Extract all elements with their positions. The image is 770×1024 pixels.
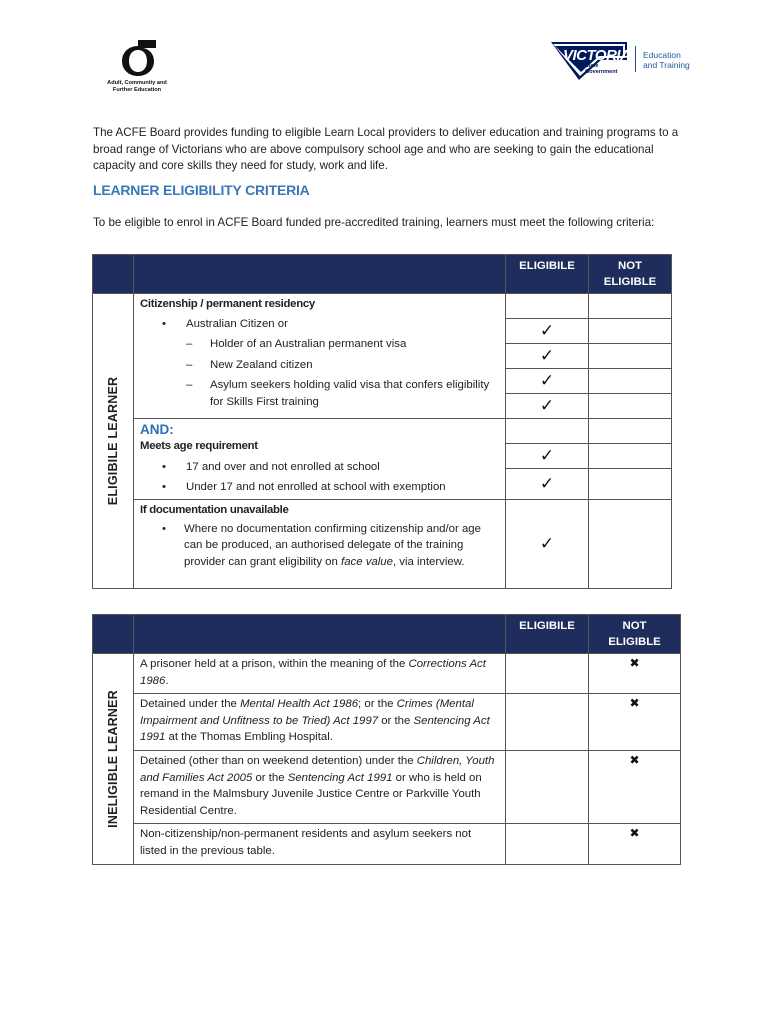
header-not-eligible bbox=[589, 615, 681, 654]
row-text: ; or the bbox=[358, 698, 397, 710]
intro-paragraph: The ACFE Board provides funding to eligible Learn Local providers to deliver education and training programs to a broad range of Victorians who are above compulsory school age and who are seeking to gain the educational capacity and core skills they need for study, work and life. bbox=[93, 126, 679, 172]
and-label: AND: bbox=[140, 422, 174, 437]
check-icon: ✓ bbox=[506, 344, 589, 369]
acfe-logo bbox=[96, 36, 178, 96]
victoria-wordmark: VICTORIA bbox=[563, 47, 631, 64]
table-row bbox=[93, 824, 681, 865]
list-item-text: , via interview. bbox=[392, 555, 465, 568]
ineligible-learner-table bbox=[92, 614, 681, 865]
victoria-government-logo bbox=[549, 38, 699, 82]
side-label: ELIGIBILE LEARNER bbox=[106, 376, 120, 506]
cross-icon: ✖ bbox=[589, 824, 681, 865]
list-item: • Under 17 and not enrolled at school with exemption bbox=[140, 479, 499, 496]
ineligible-criterion-cell bbox=[134, 824, 506, 865]
header-eligible bbox=[506, 255, 589, 294]
check-icon: ✓ bbox=[506, 444, 589, 469]
age-title: Meets age requirement bbox=[140, 440, 258, 452]
table-row bbox=[93, 751, 681, 824]
list-item-italic: face value bbox=[341, 555, 393, 568]
department-name bbox=[643, 50, 690, 70]
header-not-eligible-line: NOT bbox=[622, 620, 647, 632]
side-label: INELIGIBLE LEARNER bbox=[106, 690, 120, 828]
check-icon: ✓ bbox=[506, 394, 589, 419]
side-label-cell bbox=[93, 654, 134, 865]
not-eligible-cell bbox=[589, 394, 672, 419]
not-eligible-cell bbox=[589, 500, 672, 589]
citizenship-cell bbox=[134, 294, 506, 419]
row-italic: Sentencing Act 1991 bbox=[287, 771, 393, 784]
section-heading: LEARNER ELIGIBILITY CRITERIA bbox=[93, 182, 310, 198]
header-blank-cell bbox=[93, 615, 134, 654]
not-eligible-cell bbox=[589, 469, 672, 500]
table-row bbox=[93, 419, 672, 444]
table-row bbox=[93, 500, 672, 589]
dash-symbol: – bbox=[186, 338, 193, 350]
ineligible-criterion-cell bbox=[134, 694, 506, 751]
eligible-cell bbox=[506, 751, 589, 824]
row-text: at the Thomas Embling Hospital. bbox=[165, 731, 333, 743]
row-text: Detained (other than on weekend detention) under the bbox=[140, 755, 417, 767]
header-blank-cell bbox=[93, 255, 134, 294]
table-row bbox=[93, 294, 672, 319]
row-text: or the bbox=[378, 714, 414, 727]
row-text: Detained under the bbox=[140, 698, 241, 710]
eligible-cell bbox=[506, 654, 589, 694]
age-requirement-cell bbox=[134, 419, 506, 500]
dept-line: and Training bbox=[643, 60, 690, 70]
eligible-learner-table bbox=[92, 254, 672, 589]
eligible-cell bbox=[506, 694, 589, 751]
ineligible-criterion-cell bbox=[134, 654, 506, 694]
row-text: or the bbox=[252, 771, 288, 784]
vic-sub-line: State bbox=[585, 63, 599, 69]
not-eligible-cell bbox=[589, 344, 672, 369]
table-header-row bbox=[93, 615, 681, 654]
list-item bbox=[140, 336, 499, 353]
header-not-eligible bbox=[589, 255, 672, 294]
row-text: or who is held on remand in the Malmsbury Juvenile Justice Centre or Parkville Youth Residential Centre. bbox=[140, 771, 482, 817]
row-text: . bbox=[165, 674, 169, 687]
row-italic: Crimes (Mental Impairment and Unfitness to be Tried) Act 1997 bbox=[140, 698, 474, 727]
list-item: • 17 and over and not enrolled at school bbox=[140, 459, 499, 476]
acfe-caption-line: Adult, Community and bbox=[107, 80, 167, 86]
cross-icon: ✖ bbox=[589, 751, 681, 824]
header-not-eligible-line: NOT bbox=[617, 260, 643, 272]
side-label-cell bbox=[93, 294, 134, 589]
list-item: • Australian Citizen or bbox=[140, 316, 499, 333]
header-blank-cell bbox=[134, 615, 506, 654]
table-header-row bbox=[93, 255, 672, 294]
sigma-icon bbox=[116, 36, 160, 80]
table-row bbox=[93, 654, 681, 694]
eligible-cell bbox=[506, 824, 589, 865]
row-italic: Children, Youth and Families Act 2005 bbox=[140, 755, 495, 784]
header-not-eligible-line: ELIGIBLE bbox=[608, 636, 661, 648]
eligible-cell bbox=[506, 294, 589, 319]
acfe-caption-line: Further Education bbox=[112, 86, 162, 93]
check-icon: ✓ bbox=[506, 319, 589, 344]
row-text: Non-citizenship/non-permanent residents and asylum seekers not listed in the previous table. bbox=[140, 828, 472, 857]
header-eligible-label: ELIGIBILE bbox=[519, 620, 575, 632]
dash-symbol: – bbox=[186, 379, 193, 391]
documentation-cell bbox=[134, 500, 506, 589]
list-item bbox=[140, 521, 499, 571]
check-icon: ✓ bbox=[506, 500, 589, 589]
dept-line: Education bbox=[643, 50, 681, 60]
documentation-title: If documentation unavailable bbox=[140, 504, 289, 516]
list-item bbox=[140, 377, 499, 410]
row-italic: Corrections Act 1986 bbox=[140, 658, 486, 687]
dash-symbol: – bbox=[186, 358, 193, 371]
header-not-eligible-line: ELIGIBLE bbox=[603, 276, 657, 288]
header-eligible-label: ELIGIBILE bbox=[519, 260, 575, 272]
eligible-cell bbox=[506, 419, 589, 444]
logo-divider bbox=[635, 46, 636, 72]
header-blank-cell bbox=[134, 255, 506, 294]
header-eligible bbox=[506, 615, 589, 654]
table-row bbox=[93, 694, 681, 751]
not-eligible-cell bbox=[589, 319, 672, 344]
not-eligible-cell bbox=[589, 444, 672, 469]
vic-sub-line: Government bbox=[585, 69, 618, 75]
cross-icon: ✖ bbox=[589, 654, 681, 694]
citizenship-title: Citizenship / permanent residency bbox=[140, 298, 315, 310]
list-item-text: Holder of an Australian permanent visa bbox=[210, 338, 407, 350]
not-eligible-cell bbox=[589, 419, 672, 444]
check-icon: ✓ bbox=[506, 469, 589, 500]
cross-icon: ✖ bbox=[589, 694, 681, 751]
row-italic: Sentencing Act 1991 bbox=[140, 714, 490, 743]
list-item-text: Where no documentation confirming citizenship and/or age can be produced, an authorised delegate of the training provider can grant eligibility on bbox=[184, 522, 481, 568]
list-item bbox=[140, 357, 499, 374]
row-text: A prisoner held at a prison, within the meaning of the bbox=[140, 658, 409, 670]
not-eligible-cell bbox=[589, 369, 672, 394]
not-eligible-cell bbox=[589, 294, 672, 319]
list-item-text: Asylum seekers holding valid visa that confers eligibility for Skills First training bbox=[210, 379, 490, 408]
acfe-caption bbox=[96, 80, 178, 93]
vic-sub bbox=[585, 63, 617, 75]
check-icon: ✓ bbox=[506, 369, 589, 394]
criteria-paragraph: To be eligible to enrol in ACFE Board funded pre-accredited training, learners must meet the following criteria: bbox=[93, 216, 655, 229]
ineligible-criterion-cell bbox=[134, 751, 506, 824]
list-item-text: New Zealand citizen bbox=[210, 358, 313, 371]
row-italic: Mental Health Act 1986 bbox=[240, 698, 359, 710]
